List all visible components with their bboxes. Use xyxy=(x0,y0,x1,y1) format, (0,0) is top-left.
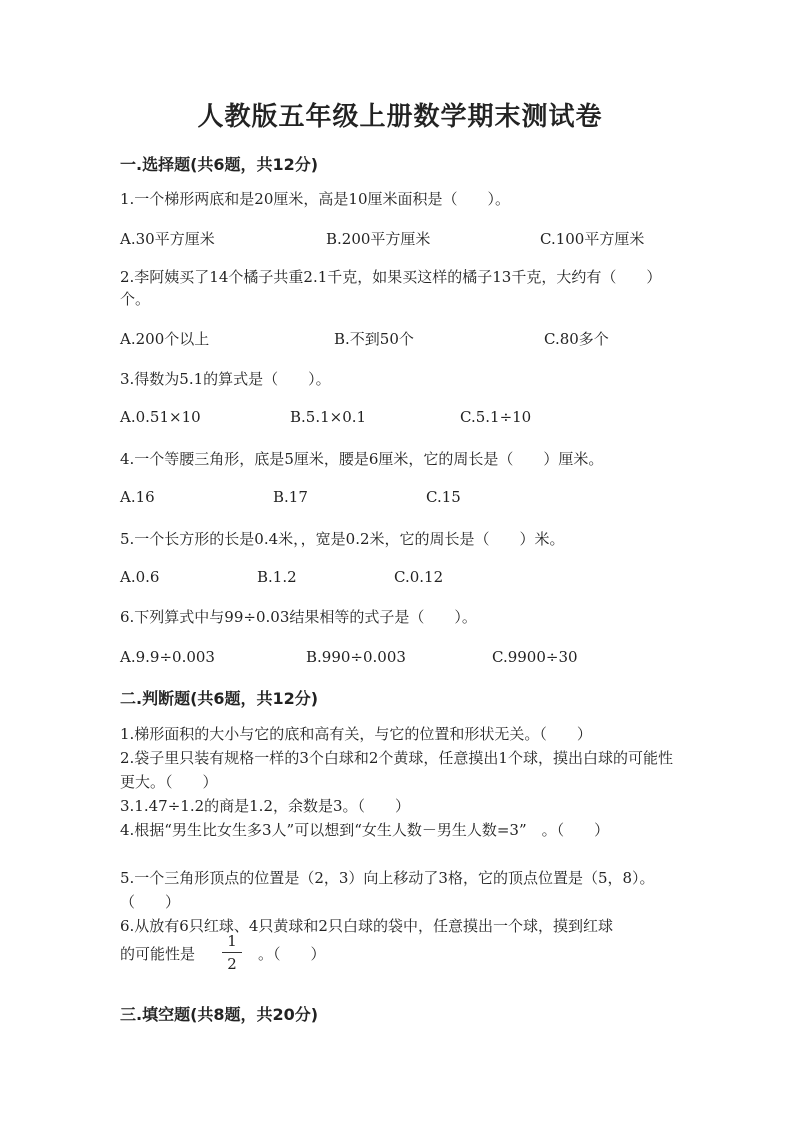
page-title: 人教版五年级上册数学期末测试卷 xyxy=(197,102,603,132)
q3-option-b: B.5.1×0.1 xyxy=(290,408,367,426)
q5-option-c: C.0.12 xyxy=(394,568,444,586)
judgement-6-tail-before: 的可能性是 xyxy=(120,945,196,963)
question-2: 2.李阿姨买了14个橘子共重2.1千克，如果买这样的橘子13千克，大约有（ ）个。 xyxy=(120,268,662,308)
q1-option-c: C.100平方厘米 xyxy=(540,230,645,248)
question-6: 6.下列算式中与99÷0.03结果相等的式子是（ ）。 xyxy=(120,608,477,626)
fraction-denominator: 2 xyxy=(227,955,237,973)
judgement-1: 1.梯形面积的大小与它的底和高有关，与它的位置和形状无关。（ ） xyxy=(120,725,592,743)
judgement-6-tail-after: 。（ ） xyxy=(258,945,326,963)
q6-option-a: A.9.9÷0.003 xyxy=(120,648,215,666)
q5-option-b: B.1.2 xyxy=(257,568,297,586)
q1-option-b: B.200平方厘米 xyxy=(326,230,431,248)
q2-option-a: A.200个以上 xyxy=(120,330,210,348)
q6-option-b: B.990÷0.003 xyxy=(306,648,406,666)
q3-option-c: C.5.1÷10 xyxy=(460,408,532,426)
fraction-bar xyxy=(222,952,242,953)
judgement-5: 5.一个三角形顶点的位置是（2，3）向上移动了3格，它的顶点位置是（5，8）。（ ） xyxy=(120,869,655,911)
q4-option-b: B.17 xyxy=(273,488,308,506)
section-heading-fill: 三.填空题(共8题，共20分) xyxy=(120,1005,319,1024)
q2-option-c: C.80多个 xyxy=(544,330,609,348)
fraction-one-half xyxy=(222,932,242,973)
q3-option-a: A.0.51×10 xyxy=(120,408,201,426)
section-heading-choice: 一.选择题(共6题，共12分) xyxy=(120,155,319,174)
judgement-2: 2.袋子里只装有规格一样的3个白球和2个黄球，任意摸出1个球，摸出白球的可能性更大。（ ） xyxy=(120,749,673,791)
q4-option-c: C.15 xyxy=(426,488,461,506)
question-3: 3.得数为5.1的算式是（ ）。 xyxy=(120,370,331,388)
question-1: 1.一个梯形两底和是20厘米，高是10厘米面积是（ ）。 xyxy=(120,190,510,208)
q1-option-a: A.30平方厘米 xyxy=(120,230,215,248)
q4-option-a: A.16 xyxy=(120,488,155,506)
judgement-4: 4.根据“男生比女生多3人”可以想到“女生人数－男生人数=3” 。（ ） xyxy=(120,821,610,839)
fraction-numerator: 1 xyxy=(227,932,237,950)
question-4: 4.一个等腰三角形，底是5厘米，腰是6厘米，它的周长是（ ）厘米。 xyxy=(120,450,604,468)
question-5: 5.一个长方形的长是0.4米，，宽是0.2米，它的周长是（ ）米。 xyxy=(120,530,565,548)
judgement-6: 6.从放有6只红球、4只黄球和2只白球的袋中，任意摸出一个球，摸到红球 xyxy=(120,917,613,935)
section-heading-judgement: 二.判断题(共6题，共12分) xyxy=(120,689,319,708)
q6-option-c: C.9900÷30 xyxy=(492,648,578,666)
q5-option-a: A.0.6 xyxy=(120,568,160,586)
judgement-3: 3.1.47÷1.2的商是1.2，余数是3。（ ） xyxy=(120,797,411,815)
q2-option-b: B.不到50个 xyxy=(334,330,414,348)
